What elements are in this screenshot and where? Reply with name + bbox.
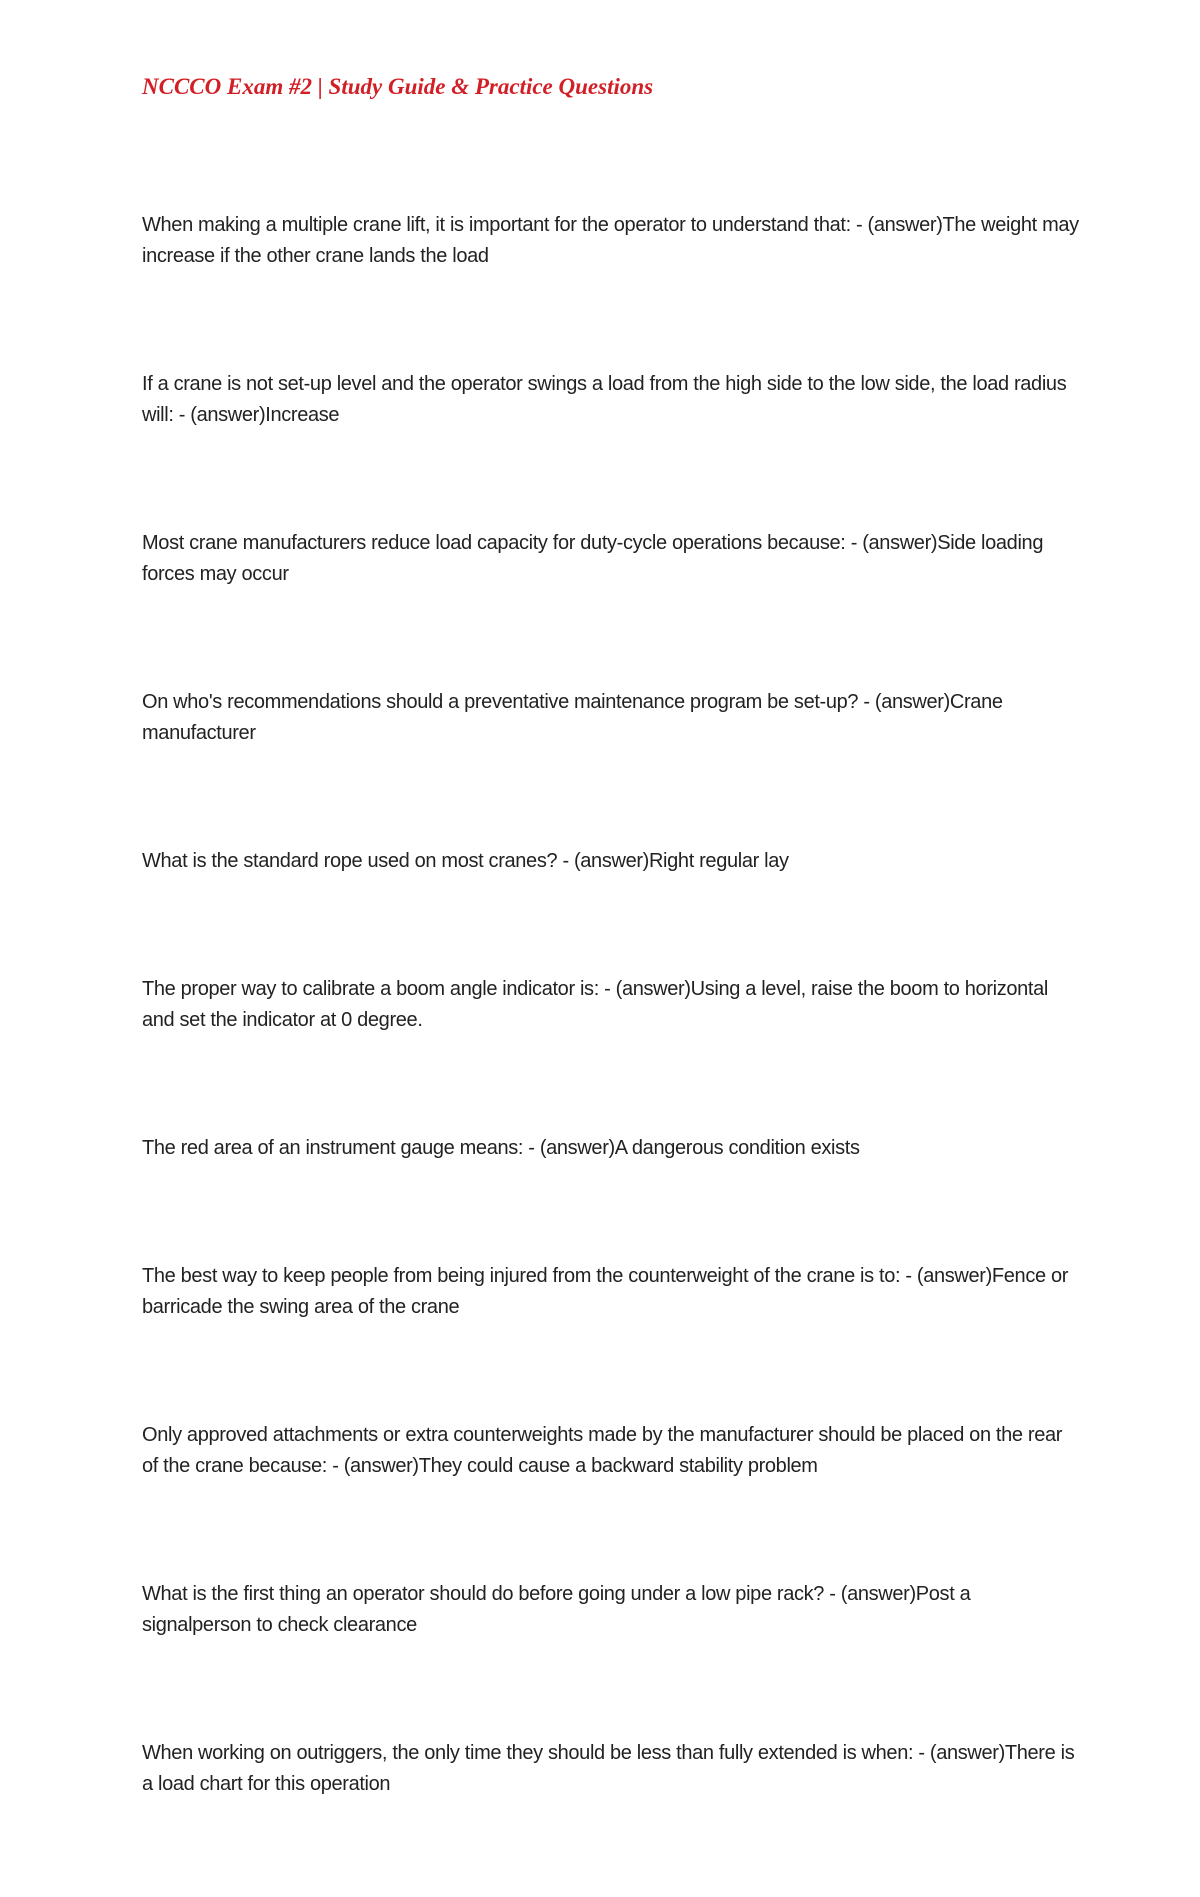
qa-item-6: The proper way to calibrate a boom angle indicator is: - (answer)Using a level, raise the boom to horizontal and set the indicator at 0 degree. [142, 978, 1048, 1031]
document-title: NCCCO Exam #2 | Study Guide & Practice Questions [142, 74, 654, 99]
qa-item-10: What is the first thing an operator should do before going under a low pipe rack? - (answer)Post a signalperson to check clearance [142, 1583, 971, 1636]
qa-item-11: When working on outriggers, the only time they should be less than fully extended is when: - (answer)There is a load chart for this operation [142, 1742, 1075, 1795]
qa-item-3: Most crane manufacturers reduce load capacity for duty-cycle operations because: - (answer)Side loading forces may occur [142, 532, 1044, 585]
qa-item-1: When making a multiple crane lift, it is important for the operator to understand that: - (answer)The weight may increase if the other crane lands the load [142, 214, 1079, 267]
qa-item-8: The best way to keep people from being injured from the counterweight of the crane is to: - (answer)Fence or barricade the swing area of the crane [142, 1265, 1069, 1318]
question-answer-list [142, 210, 1082, 1897]
qa-item-9: Only approved attachments or extra counterweights made by the manufacturer should be placed on the rear of the crane because: - (answer)They could cause a backward stability problem [142, 1424, 1063, 1477]
qa-item-4: On who's recommendations should a preventative maintenance program be set-up? - (answer)Crane manufacturer [142, 691, 1003, 744]
qa-item-2: If a crane is not set-up level and the operator swings a load from the high side to the low side, the load radius will: - (answer)Increase [142, 373, 1067, 426]
qa-item-5: What is the standard rope used on most cranes? - (answer)Right regular lay [142, 850, 789, 872]
qa-item-7: The red area of an instrument gauge means: - (answer)A dangerous condition exists [142, 1137, 860, 1159]
